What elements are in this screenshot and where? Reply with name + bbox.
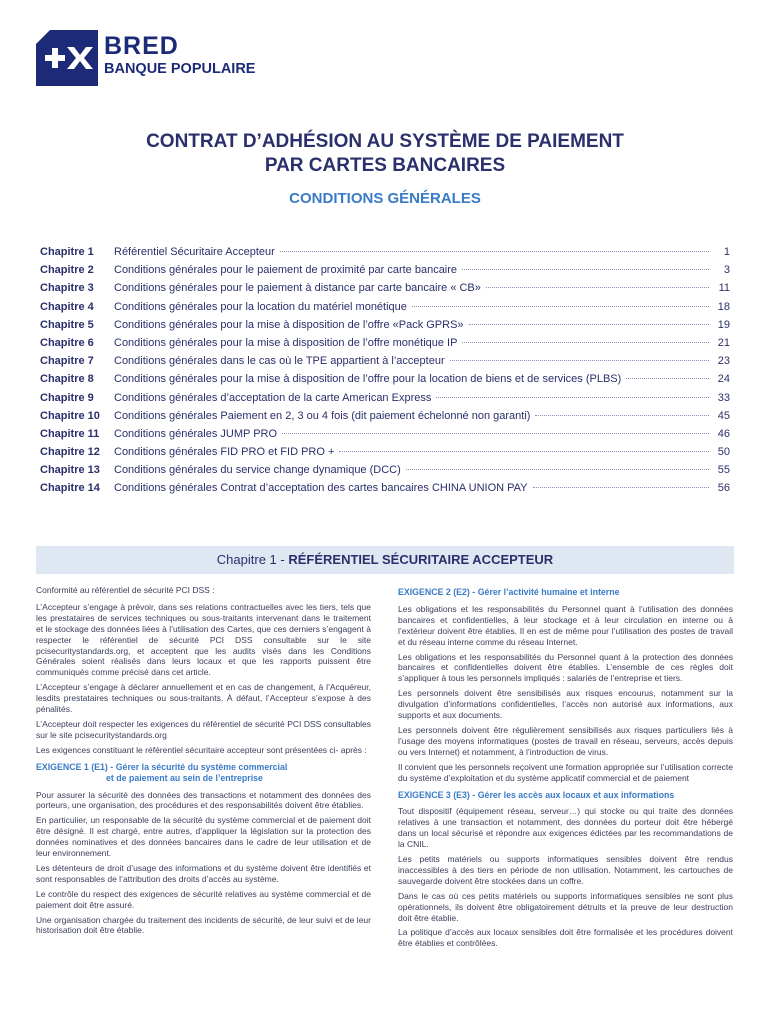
- toc-entry[interactable]: [40, 428, 730, 446]
- toc-entry[interactable]: [40, 464, 730, 482]
- toc-entry[interactable]: [40, 392, 730, 410]
- toc-chapter-number: Chapitre 4: [40, 300, 94, 313]
- toc-page-number: 19: [717, 318, 730, 331]
- paragraph: Les obligations et les responsabilités du Personnel quant à la protection des données bancaires et confidentielles doivent être établies. L’ensemble de ces règles doit s’appliquer à tous les personnels impliqués : salariés de l’entreprise et tiers.: [398, 651, 733, 684]
- logo-name: BRED: [104, 32, 179, 60]
- toc-page-number: 23: [717, 355, 730, 368]
- toc-leader-dots: [533, 487, 709, 488]
- toc-chapter-title: Conditions générales dans le cas où le TPE appartient à l’accepteur: [114, 355, 445, 368]
- toc-entry[interactable]: [40, 355, 730, 373]
- paragraph: En particulier, un responsable de la sécurité du système commercial et de paiement doit être désigné. Il est chargé, entre autres, d’appliquer la législation sur la protection des données nominatives et des données bancaires dans le cadre de leur utilisation et de leur environnement.: [36, 815, 371, 859]
- paragraph: Les exigences constituant le référentiel sécuritaire accepteur sont présentées ci- après :: [36, 744, 367, 755]
- toc-leader-dots: [486, 287, 709, 288]
- toc-chapter-title: Conditions générales FID PRO et FID PRO +: [114, 446, 335, 459]
- toc-leader-dots: [626, 378, 709, 379]
- toc-leader-dots: [462, 269, 709, 270]
- toc-page-number: 50: [717, 446, 730, 459]
- toc-chapter-title: Conditions générales Paiement en 2, 3 ou 4 fois (dit paiement échelonné non garanti): [114, 409, 531, 422]
- paragraph: La politique d’accès aux locaux sensibles doit être formalisée et les procédures doivent être établies et contrôlées.: [398, 927, 733, 949]
- paragraph: L’Accepteur doit respecter les exigences du référentiel de sécurité PCI DSS consultables sur le site pcisecuritystandards.org: [36, 718, 371, 740]
- toc-entry[interactable]: [40, 337, 730, 355]
- chapter-heading-title: RÉFÉRENTIEL SÉCURITAIRE ACCEPTEUR: [288, 552, 554, 567]
- toc-page-number: 24: [717, 373, 730, 386]
- toc-entry[interactable]: [40, 373, 730, 391]
- toc-chapter-title: Conditions générales pour la mise à disposition de l’offre monétique IP: [114, 336, 458, 349]
- paragraph: Les petits matériels ou supports informatiques sensibles doivent être rendus inaccessibles à des tiers en période de non utilisation. Notamment, les cartouches de sauvegarde doivent être stockées dans un coffre.: [398, 854, 733, 886]
- toc-leader-dots: [412, 306, 709, 307]
- toc-chapter-title: Référentiel Sécuritaire Accepteur: [114, 246, 275, 258]
- toc-chapter-title: Conditions générales Contrat d’acceptation des cartes bancaires CHINA UNION PAY: [114, 482, 528, 495]
- toc-entry[interactable]: [40, 482, 730, 500]
- toc-chapter-number: Chapitre 9: [40, 391, 94, 404]
- toc-entry[interactable]: [40, 410, 730, 428]
- toc-chapter-number: Chapitre 7: [40, 355, 94, 368]
- toc-chapter-title: Conditions générales du service change dynamique (DCC): [114, 464, 401, 477]
- exigence-label: EXIGENCE 3 (E3) -: [398, 789, 476, 800]
- document-title-line-2: PAR CARTES BANCAIRES: [264, 155, 506, 176]
- toc-leader-dots: [450, 360, 709, 361]
- toc-leader-dots: [406, 469, 709, 470]
- toc-page-number: 56: [717, 482, 730, 495]
- toc-chapter-title: Conditions générales d’acceptation de la carte American Express: [114, 391, 432, 404]
- paragraph: Une organisation chargée du traitement des incidents de sécurité, de leur suivi et de leur historisation doit être établie.: [36, 914, 371, 936]
- paragraph: Il convient que les personnels reçoivent une formation appropriée sur l’utilisation correcte du système d’exploitation et du système applicatif commercial et de paiement: [398, 761, 733, 783]
- toc-chapter-title: Conditions générales pour le paiement à distance par carte bancaire « CB»: [114, 282, 481, 295]
- exigence-title: Gérer l’activité humaine et interne: [477, 587, 620, 597]
- exigence-3-heading: [398, 790, 733, 801]
- toc-page-number: 45: [717, 409, 730, 422]
- paragraph: Les obligations et les responsabilités du Personnel quant à l’utilisation des données bancaires et confidentielles, à leur stockage et à leur circulation en interne ou à l’extérieur doivent être établies. Il en est de même pour l’utilisation des postes de travail et du réseau interne comme du réseau Internet.: [398, 603, 733, 647]
- toc-page-number: 1: [723, 246, 730, 258]
- toc-leader-dots: [339, 451, 709, 452]
- toc-chapter-number: Chapitre 12: [40, 446, 100, 459]
- paragraph: Tout dispositif (équipement réseau, serveur…) qui stocke ou qui traite des données relatives à une transaction et notamment, des données du porteur doit être hébergé dans un local sécurisé et répondre aux exigences édictées par les recommandations de la CNIL.: [398, 806, 733, 850]
- paragraph: Les personnels doivent être sensibilisés aux risques encourus, notamment sur la divulgation d’informations confidentielles, l’accès non autorisé aux informations, aux supports et aux documents.: [398, 688, 733, 721]
- exigence-2-heading: [398, 587, 733, 598]
- toc-entry[interactable]: [40, 264, 730, 282]
- toc-chapter-number: Chapitre 6: [40, 336, 94, 349]
- exigence-1-heading: [36, 762, 371, 784]
- toc-chapter-title: Conditions générales pour la location du matériel monétique: [114, 300, 407, 313]
- paragraph: L’Accepteur s’engage à déclarer annuellement et en cas de changement, à l’Acquéreur, lesdits prestataires techniques ou sous-traitants. À défaut, l’Accepteur s’expose à des pénalités.: [36, 682, 371, 715]
- toc-leader-dots: [535, 415, 709, 416]
- toc-chapter-number: Chapitre 2: [40, 264, 94, 277]
- exigence-title-continued: et de paiement au sein de l’entreprise: [106, 772, 263, 783]
- toc-leader-dots: [436, 397, 709, 398]
- toc-chapter-number: Chapitre 10: [40, 409, 100, 422]
- toc-page-number: 18: [717, 300, 730, 313]
- toc-chapter-number: Chapitre 5: [40, 318, 94, 331]
- toc-page-number: 55: [717, 464, 730, 477]
- paragraph: L’Accepteur s’engage à prévoir, dans ses relations contractuelles avec les tiers, tels que les prestataires de services techniques ou sous-traitants intervenant dans le traitement et le stockage des données liées à l’utilisation des Cartes, que ces derniers s’engagent à respecter le référentiel de sécurité PCI DSS consultable sur le site pcisecuritystandards.org, et acceptent que les audits visés dans les Conditions Générales soient réalisés dans leurs locaux et que les rapports puissent être communiqués comme précisé dans cet article.: [36, 601, 371, 678]
- toc-page-number: 46: [717, 427, 730, 440]
- toc-chapter-number: Chapitre 14: [40, 482, 100, 495]
- right-column: [398, 585, 733, 953]
- toc-chapter-number: Chapitre 8: [40, 373, 94, 386]
- logo-tagline: BANQUE POPULAIRE: [104, 61, 256, 77]
- exigence-title: Gérer les accès aux locaux et aux informations: [477, 789, 675, 800]
- toc-chapter-number: Chapitre 11: [40, 427, 100, 440]
- toc-leader-dots: [462, 342, 709, 343]
- left-column: [36, 585, 371, 940]
- toc-chapter-number: Chapitre 1: [40, 246, 94, 258]
- document-title-line-1: CONTRAT D’ADHÉSION AU SYSTÈME DE PAIEMENT: [146, 131, 624, 152]
- toc-entry[interactable]: [40, 319, 730, 337]
- chapter-heading-prefix: Chapitre 1 -: [216, 552, 289, 567]
- paragraph: Dans le cas où ces petits matériels ou supports informatiques sensibles ne sont plus opérationnels, ils doivent être obligatoirement détruits et la preuve de leur destruction doit être établie.: [398, 890, 733, 923]
- toc-chapter-title: Conditions générales JUMP PRO: [114, 427, 278, 440]
- toc-leader-dots: [280, 251, 709, 252]
- toc-entry[interactable]: [40, 446, 730, 464]
- paragraph: Les personnels doivent être régulièrement sensibilisés aux risques particuliers liés à l’usage des moyens informatiques (postes de travail en réseau, serveurs, accès depuis ou vers Internet) et notamment, à l’introduction de virus.: [398, 724, 733, 757]
- toc-leader-dots: [469, 324, 709, 325]
- toc-page-number: 21: [717, 336, 730, 349]
- chapter-heading-band: [36, 546, 734, 574]
- exigence-label: EXIGENCE 1 (E1) -: [36, 761, 114, 772]
- paragraph: Les détenteurs de droit d’usage des informations et du système doivent être identifiés et sont responsables de l’attribution des droits d’accès au système.: [36, 862, 371, 884]
- toc-leader-dots: [282, 433, 709, 434]
- toc-chapter-title: Conditions générales pour la mise à disposition de l’offre pour la location de biens et de services (PLBS): [114, 373, 622, 386]
- toc-entry[interactable]: [40, 246, 730, 264]
- document-subtitle: CONDITIONS GÉNÉRALES: [289, 190, 481, 207]
- toc-chapter-title: Conditions générales pour la mise à disposition de l’offre «Pack GPRS»: [114, 318, 464, 331]
- paragraph: Pour assurer la sécurité des données des transactions et notamment des données des porteurs, une organisation, des procédures et des responsabilités doivent être établies.: [36, 789, 371, 811]
- toc-page-number: 11: [718, 282, 730, 295]
- paragraph: Le contrôle du respect des exigences de sécurité relatives au système commercial et de paiement doit être assuré.: [36, 888, 371, 910]
- toc-page-number: 3: [723, 264, 730, 277]
- toc-chapter-number: Chapitre 3: [40, 282, 94, 295]
- bred-logo-mark-icon: [36, 30, 98, 86]
- toc-entry[interactable]: [40, 301, 730, 319]
- paragraph: Conformité au référentiel de sécurité PCI DSS :: [36, 585, 215, 595]
- exigence-title: Gérer la sécurité du système commercial: [115, 761, 288, 772]
- toc-page-number: 33: [717, 391, 730, 404]
- toc-chapter-number: Chapitre 13: [40, 464, 100, 477]
- toc-entry[interactable]: [40, 282, 730, 300]
- table-of-contents: [40, 246, 730, 501]
- exigence-label: EXIGENCE 2 (E2) -: [398, 587, 476, 597]
- bred-logo: [36, 30, 276, 88]
- toc-chapter-title: Conditions générales pour le paiement de proximité par carte bancaire: [114, 264, 458, 277]
